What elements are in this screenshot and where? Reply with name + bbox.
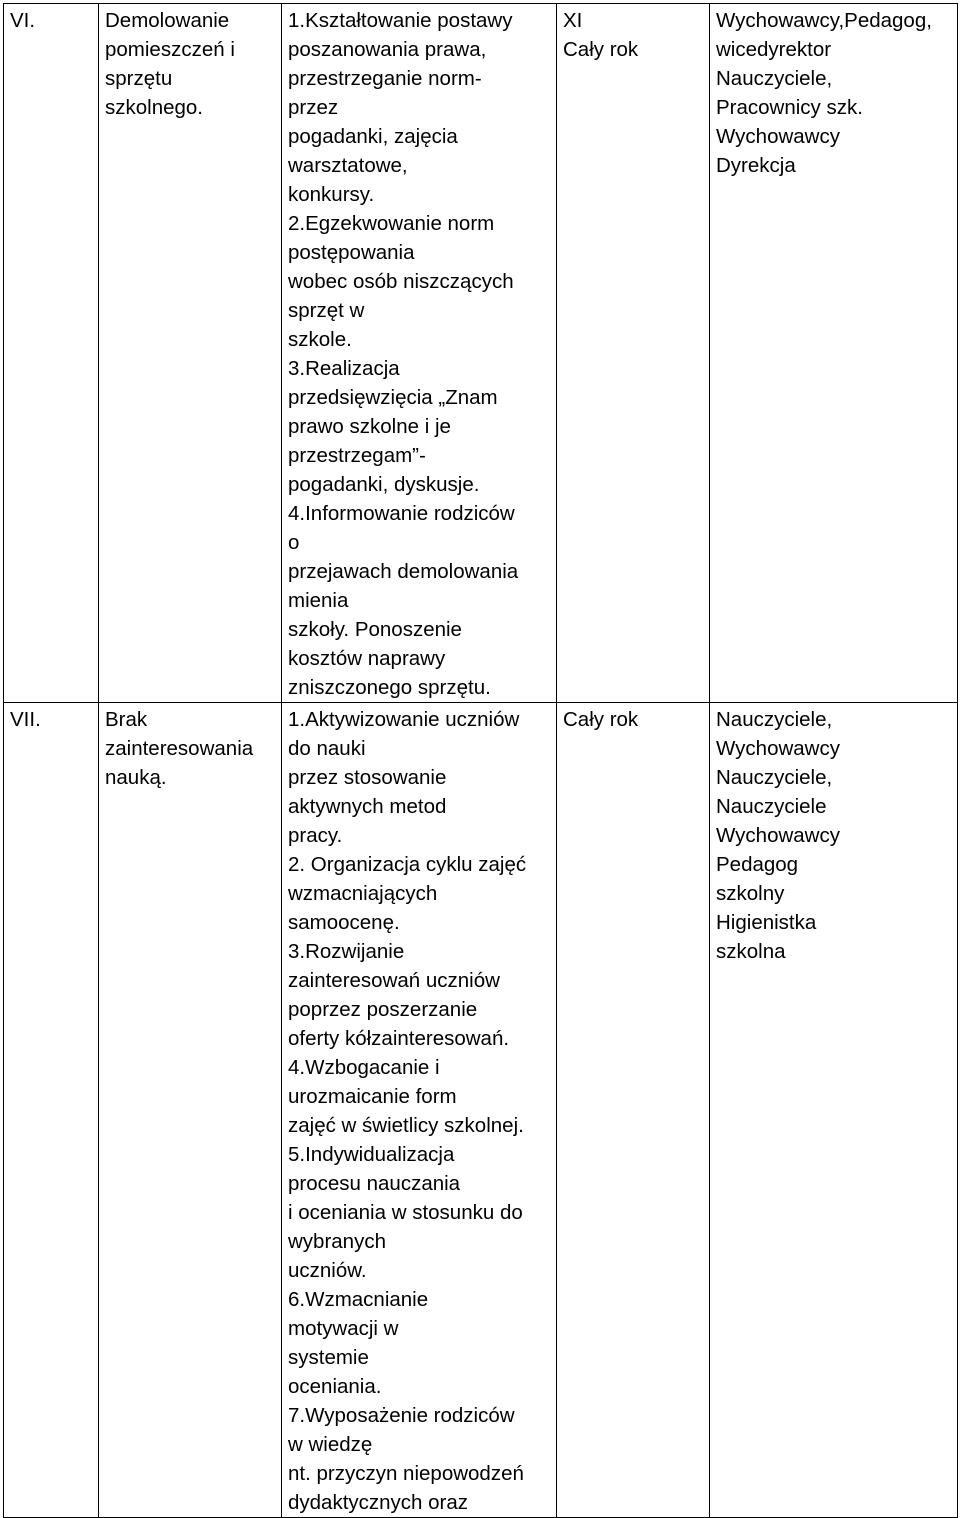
responsible-line: Nauczyciele bbox=[716, 795, 827, 818]
activities-line: aktywnych metod bbox=[288, 795, 447, 818]
activities-line: szkole. bbox=[288, 328, 352, 351]
activities-line: pracy. bbox=[288, 824, 343, 847]
responsible-line: Nauczyciele, bbox=[716, 708, 833, 731]
table-row bbox=[4, 4, 958, 703]
responsible-line: Wychowawcy bbox=[716, 824, 840, 847]
term-line: Cały rok bbox=[563, 38, 639, 61]
row-number-cell bbox=[4, 4, 99, 703]
activities-line: 2. Organizacja cyklu zajęć bbox=[288, 853, 527, 876]
row-number-cell bbox=[4, 703, 99, 1518]
activities-line: warsztatowe, bbox=[288, 154, 408, 177]
activities-line: szkoły. Ponoszenie bbox=[288, 618, 462, 641]
activities-line: zainteresowań uczniów bbox=[288, 969, 500, 992]
activities-line: w wiedzę bbox=[288, 1433, 373, 1456]
problem-line: szkolnego. bbox=[105, 96, 204, 119]
activities-line: 3.Rozwijanie bbox=[288, 940, 405, 963]
activities-line: mienia bbox=[288, 589, 349, 612]
activities-line: prawo szkolne i je bbox=[288, 415, 451, 438]
activities-line: do nauki bbox=[288, 737, 366, 760]
activities-line: przez bbox=[288, 96, 339, 119]
problem-cell bbox=[99, 703, 282, 1518]
activities-cell bbox=[282, 703, 557, 1518]
activities-line: oferty kółzainteresowań. bbox=[288, 1027, 510, 1050]
activities-line: zniszczonego sprzętu. bbox=[288, 676, 491, 699]
activities-line: 4.Wzbogacanie i bbox=[288, 1056, 440, 1079]
row-number: VI. bbox=[10, 9, 36, 32]
responsible-line: Nauczyciele, bbox=[716, 67, 833, 90]
activities-line: przez stosowanie bbox=[288, 766, 447, 789]
activities-line: wobec osób niszczących bbox=[288, 270, 514, 293]
activities-line: procesu nauczania bbox=[288, 1172, 461, 1195]
problem-line: Brak bbox=[105, 708, 148, 731]
row-number: VII. bbox=[10, 708, 41, 731]
problem-line: sprzętu bbox=[105, 67, 173, 90]
responsible-line: szkolny bbox=[716, 882, 785, 905]
responsible-line: wicedyrektor bbox=[716, 38, 832, 61]
table-row bbox=[4, 703, 958, 1518]
activities-line: systemie bbox=[288, 1346, 369, 1369]
problem-line: nauką. bbox=[105, 766, 167, 789]
problem-line: zainteresowania bbox=[105, 737, 254, 760]
activities-line: przedsięwzięcia „Znam bbox=[288, 386, 498, 409]
activities-line: 1.Aktywizowanie uczniów bbox=[288, 708, 520, 731]
activities-line: przejawach demolowania bbox=[288, 560, 519, 583]
activities-line: pogadanki, zajęcia bbox=[288, 125, 458, 148]
activities-line: wybranych bbox=[288, 1230, 386, 1253]
activities-cell bbox=[282, 4, 557, 703]
activities-line: 1.Kształtowanie postawy bbox=[288, 9, 513, 32]
term-line: Cały rok bbox=[563, 708, 639, 731]
activities-line: postępowania bbox=[288, 241, 415, 264]
activities-line: przestrzeganie norm- bbox=[288, 67, 482, 90]
activities-line: poprzez poszerzanie bbox=[288, 998, 478, 1021]
activities-line: 4.Informowanie rodziców bbox=[288, 502, 515, 525]
activities-line: sprzęt w bbox=[288, 299, 365, 322]
responsible-line: Wychowawcy bbox=[716, 737, 840, 760]
plan-table bbox=[3, 3, 958, 1518]
activities-line: kosztów naprawy bbox=[288, 647, 446, 670]
activities-line: zajęć w świetlicy szkolnej. bbox=[288, 1114, 524, 1137]
activities-line: motywacji w bbox=[288, 1317, 399, 1340]
activities-line: 5.Indywidualizacja bbox=[288, 1143, 455, 1166]
responsible-line: Pedagog bbox=[716, 853, 799, 876]
term-line: XI bbox=[563, 9, 583, 32]
problem-line: pomieszczeń i bbox=[105, 38, 235, 61]
responsible-cell bbox=[710, 4, 958, 703]
responsible-line: Higienistka bbox=[716, 911, 817, 934]
activities-line: 2.Egzekwowanie norm bbox=[288, 212, 495, 235]
activities-line: samoocenę. bbox=[288, 911, 400, 934]
activities-line: 7.Wyposażenie rodziców bbox=[288, 1404, 515, 1427]
responsible-line: Nauczyciele, bbox=[716, 766, 833, 789]
activities-line: uczniów. bbox=[288, 1259, 367, 1282]
responsible-line: szkolna bbox=[716, 940, 786, 963]
term-cell bbox=[557, 703, 710, 1518]
activities-line: przestrzegam”- bbox=[288, 444, 426, 467]
activities-line: dydaktycznych oraz bbox=[288, 1491, 469, 1514]
activities-line: 6.Wzmacnianie bbox=[288, 1288, 429, 1311]
activities-line: i oceniania w stosunku do bbox=[288, 1201, 523, 1224]
activities-line: wzmacniających bbox=[288, 882, 438, 905]
responsible-line: Dyrekcja bbox=[716, 154, 796, 177]
responsible-cell bbox=[710, 703, 958, 1518]
activities-line: o bbox=[288, 531, 300, 554]
activities-line: pogadanki, dyskusje. bbox=[288, 473, 480, 496]
activities-line: nt. przyczyn niepowodzeń bbox=[288, 1462, 524, 1485]
responsible-line: Wychowawcy bbox=[716, 125, 840, 148]
responsible-line: Wychowawcy,Pedagog, bbox=[716, 9, 932, 32]
activities-line: konkursy. bbox=[288, 183, 375, 206]
problem-cell bbox=[99, 4, 282, 703]
activities-line: oceniania. bbox=[288, 1375, 382, 1398]
problem-line: Demolowanie bbox=[105, 9, 230, 32]
activities-line: urozmaicanie form bbox=[288, 1085, 457, 1108]
activities-line: 3.Realizacja bbox=[288, 357, 400, 380]
activities-line: poszanowania prawa, bbox=[288, 38, 487, 61]
responsible-line: Pracownicy szk. bbox=[716, 96, 863, 119]
term-cell bbox=[557, 4, 710, 703]
